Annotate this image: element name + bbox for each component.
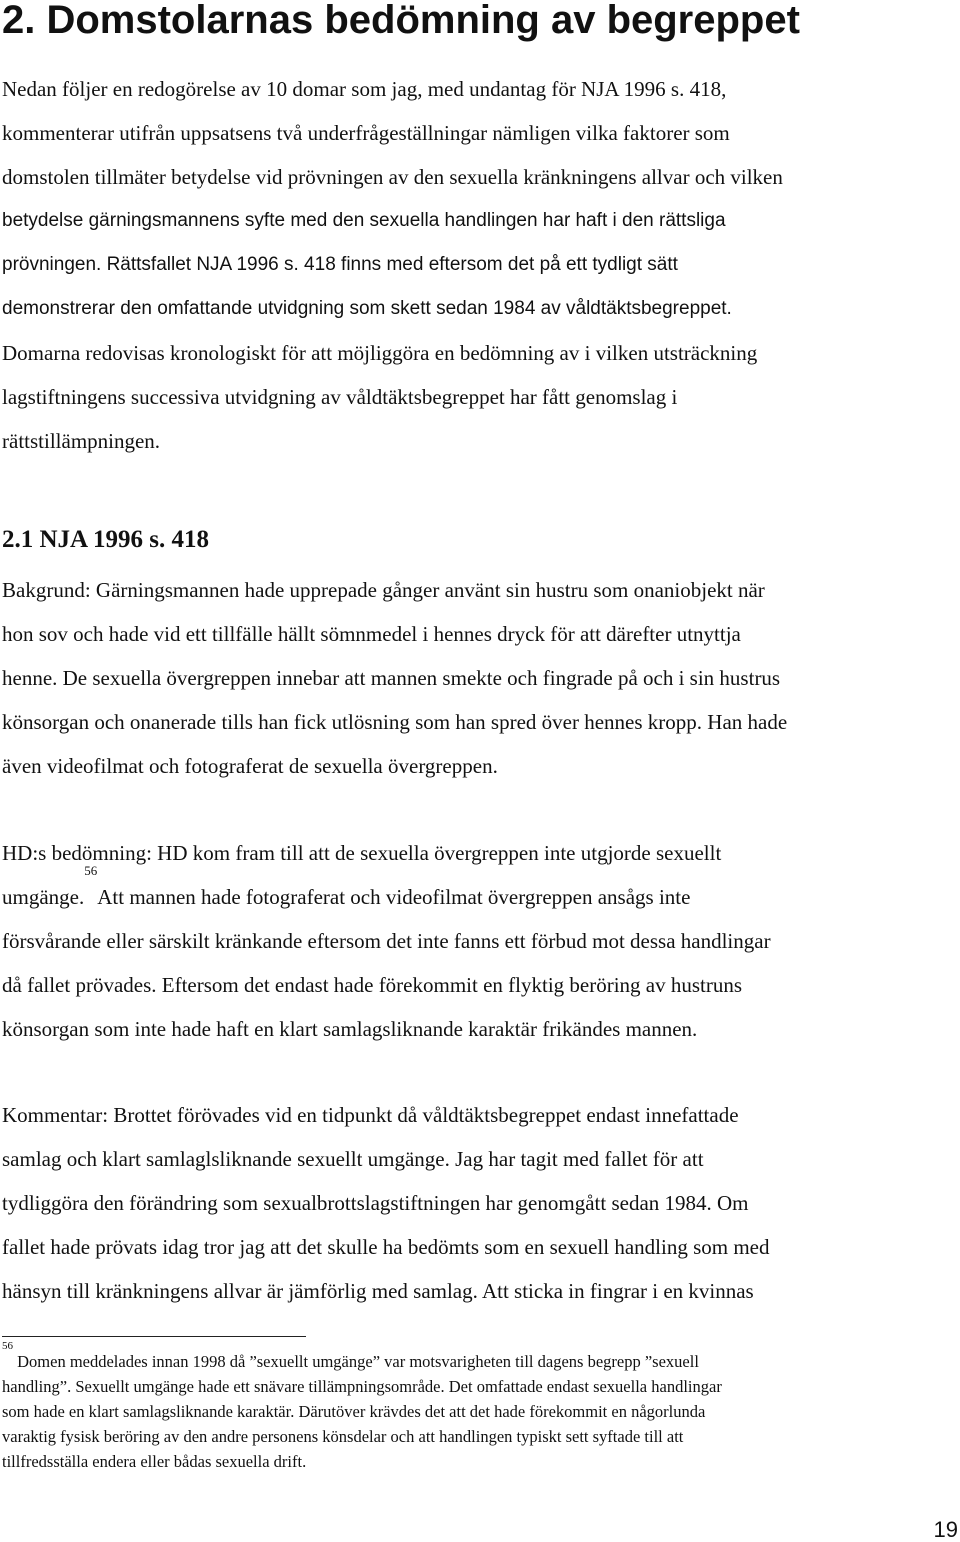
text-line: då fallet prövades. Eftersom det endast hade förekommit en flyktig beröring av hustruns	[2, 973, 743, 997]
text-line: domstolen tillmäter betydelse vid prövningen av den sexuella kränkningens allvar och vilken	[2, 165, 783, 189]
text-line: betydelse gärningsmannens syfte med den sexuella handlingen har haft i den rättsliga	[2, 210, 726, 231]
footnote-number: 56	[2, 1340, 13, 1352]
kommentar-paragraph	[0, 1093, 960, 1313]
text-line: kommenterar utifrån uppsatsens två underfrågeställningar nämligen vilka faktorer som	[2, 121, 730, 145]
text-line: HD:s bedömning: HD kom fram till att de sexuella övergreppen inte utgjorde sexuellt	[2, 841, 722, 865]
text-line: Kommentar: Brottet förövades vid en tidpunkt då våldtäktsbegreppet endast innefattade	[2, 1103, 739, 1127]
text-line	[0, 863, 960, 919]
bakgrund-paragraph	[0, 568, 960, 788]
text-line: demonstrerar den omfattande utvidgning som skett sedan 1984 av våldtäktsbegreppet.	[2, 298, 732, 319]
footnote-line: handling”. Sexuellt umgänge hade ett snävare tillämpningsområde. Det omfattade endast sexuella handlingar	[2, 1377, 722, 1396]
footnote-separator	[2, 1336, 306, 1337]
text-line: prövningen. Rättsfallet NJA 1996 s. 418 finns med eftersom det på ett tydligt sätt	[2, 254, 678, 275]
text-line: rättstillämpningen.	[2, 429, 161, 453]
footnote-line: varaktig fysisk beröring av den andre personens könsdelar och att handlingen typiskt sett syftade till att	[2, 1427, 684, 1446]
text-line: samlag och klart samlaglsliknande sexuellt umgänge. Jag har tagit med fallet för att	[2, 1147, 704, 1171]
footnote-line: som hade en klart samlagsliknande karaktär. Därutöver krävdes det att det hade förekommit en någorlunda	[2, 1402, 706, 1421]
text-line: könsorgan och onanerade tills han fick utlösning som han spred över hennes kropp. Han hade	[2, 710, 788, 734]
footnote-line	[0, 1340, 960, 1374]
text-line: försvårande eller särskilt kränkande eftersom det inte fanns ett förbud mot dessa handlingar	[2, 929, 771, 953]
footnote-line: tillfredsställa endera eller bådas sexuella drift.	[2, 1452, 307, 1471]
text-line: hänsyn till kränkningens allvar är jämförlig med samlag. Att sticka in fingrar i en kvinnas	[2, 1279, 754, 1303]
text-fragment: Att mannen hade fotograferat och videofilmat övergreppen ansågs inte	[97, 885, 691, 909]
footnote-ref[interactable]: 56	[84, 863, 98, 878]
text-line: fallet hade prövats idag tror jag att det skulle ha bedömts som en sexuell handling som med	[2, 1235, 770, 1259]
footnote-lines	[0, 1374, 960, 1474]
footnote	[0, 1340, 960, 1474]
text-line: henne. De sexuella övergreppen innebar att mannen smekte och fingrade på och i sin hustrus	[2, 666, 781, 690]
hd-lines	[0, 919, 960, 1051]
text-line: Domarna redovisas kronologiskt för att möjliggöra en bedömning av i vilken utsträckning	[2, 341, 758, 365]
hd-paragraph	[0, 831, 960, 1051]
text-line: hon sov och hade vid ett tillfälle hällt sömnmedel i hennes dryck för att därefter utnyttja	[2, 622, 741, 646]
text-line: Nedan följer en redogörelse av 10 domar som jag, med undantag för NJA 1996 s. 418,	[2, 77, 727, 101]
text-line: tydliggöra den förändring som sexualbrottslagstiftningen har genomgått sedan 1984. Om	[2, 1191, 749, 1215]
text-line: lagstiftningens successiva utvidgning av våldtäktsbegreppet har fått genomslag i	[2, 385, 678, 409]
section-title: 2.1 NJA 1996 s. 418	[2, 526, 209, 553]
text-fragment: Domen meddelades innan 1998 då ”sexuellt umgänge” var motsvarigheten till dagens begrepp ”sexuell	[17, 1352, 699, 1371]
page-number: 19	[933, 1517, 958, 1542]
text-line: Bakgrund: Gärningsmannen hade upprepade gånger använt sin hustru som onaniobjekt när	[2, 578, 765, 602]
text-line: även videofilmat och fotograferat de sexuella övergreppen.	[2, 754, 498, 778]
text-fragment: umgänge.	[2, 885, 85, 909]
intro-paragraph	[0, 67, 960, 463]
page-heading: 2. Domstolarnas bedömning av begreppet	[2, 0, 800, 42]
text-line: könsorgan som inte hade haft en klart samlagsliknande karaktär frikändes mannen.	[2, 1017, 698, 1041]
